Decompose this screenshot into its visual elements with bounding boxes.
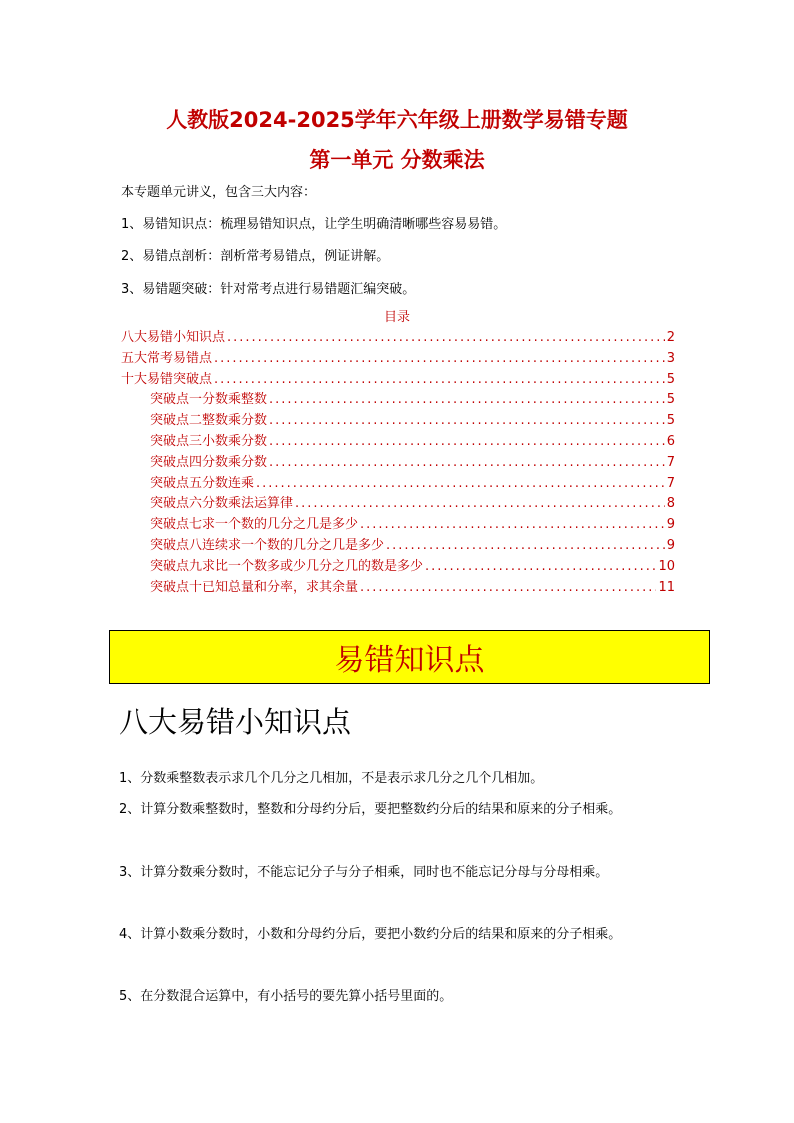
toc-entry-label: 突破点一分数乘整数 bbox=[150, 392, 268, 408]
toc-leader-dots bbox=[214, 351, 665, 366]
toc-subentry[interactable] bbox=[121, 534, 675, 555]
toc-subentry[interactable] bbox=[121, 451, 675, 472]
toc-subentry[interactable] bbox=[121, 388, 675, 409]
toc-entry-page: 3 bbox=[666, 350, 675, 366]
toc-subentry[interactable] bbox=[121, 576, 675, 597]
toc-leader-dots bbox=[360, 517, 665, 532]
toc-entry-page: 6 bbox=[666, 433, 675, 449]
toc-subentry[interactable] bbox=[121, 513, 675, 534]
toc-leader-dots bbox=[295, 496, 665, 511]
section-banner-text: 易错知识点 bbox=[334, 643, 485, 678]
knowledge-point: 1、分数乘整数表示求几个几分之几相加，不是表示求几分之几个几相加。 bbox=[119, 771, 544, 786]
intro-item-1: 1、易错知识点：梳理易错知识点，让学生明确清晰哪些容易易错。 bbox=[121, 217, 507, 232]
toc-entry-label: 突破点九求比一个数多或少几分之几的数是多少 bbox=[150, 558, 424, 574]
toc-entry-label: 突破点八连续求一个数的几分之几是多少 bbox=[150, 537, 385, 553]
toc-entry[interactable] bbox=[121, 326, 675, 347]
toc-entry-page: 9 bbox=[666, 517, 675, 533]
toc-entry-page: 10 bbox=[658, 558, 675, 574]
intro-item-2: 2、易错点剖析：剖析常考易错点，例证讲解。 bbox=[121, 249, 390, 264]
toc-subentry[interactable] bbox=[121, 555, 675, 576]
toc-leader-dots bbox=[360, 580, 656, 595]
toc-entry-page: 7 bbox=[666, 475, 675, 491]
toc-entry[interactable] bbox=[121, 347, 675, 368]
toc-entry[interactable] bbox=[121, 368, 675, 389]
section-banner bbox=[109, 630, 710, 684]
intro-lead: 本专题单元讲义，包含三大内容： bbox=[121, 185, 317, 200]
toc-entry-page: 5 bbox=[666, 392, 675, 408]
document-title: 人教版2024-2025学年六年级上册数学易错专题 bbox=[166, 108, 628, 132]
toc-leader-dots bbox=[227, 330, 665, 345]
toc-entry-label: 突破点三小数乘分数 bbox=[150, 433, 268, 449]
knowledge-point: 4、计算小数乘分数时，小数和分母约分后，要把小数约分后的结果和原来的分子相乘。 bbox=[119, 927, 622, 942]
toc-entry-label: 突破点五分数连乘 bbox=[150, 475, 255, 491]
toc-entry-label: 八大易错小知识点 bbox=[121, 330, 226, 345]
toc-entry-page: 9 bbox=[666, 537, 675, 553]
toc-leader-dots bbox=[256, 476, 665, 491]
knowledge-point: 5、在分数混合运算中，有小括号的要先算小括号里面的。 bbox=[119, 989, 453, 1004]
knowledge-point: 3、计算分数乘分数时，不能忘记分子与分子相乘，同时也不能忘记分母与分母相乘。 bbox=[119, 865, 609, 880]
toc-entry-label: 十大易错突破点 bbox=[121, 371, 213, 387]
toc-entry-page: 7 bbox=[666, 454, 675, 470]
toc-entry-page: 5 bbox=[666, 413, 675, 429]
toc-leader-dots bbox=[386, 538, 665, 553]
toc-subentry[interactable] bbox=[121, 472, 675, 493]
toc-entry-label: 突破点七求一个数的几分之几是多少 bbox=[150, 517, 359, 533]
toc-entry-page: 8 bbox=[666, 496, 675, 512]
toc-leader-dots bbox=[269, 413, 665, 428]
toc-entry-label: 突破点六分数乘法运算律 bbox=[150, 496, 294, 512]
toc-subentry[interactable] bbox=[121, 409, 675, 430]
section-heading: 八大易错小知识点 bbox=[119, 705, 352, 739]
toc-entry-page: 5 bbox=[666, 371, 675, 387]
knowledge-point: 2、计算分数乘整数时，整数和分母约分后，要把整数约分后的结果和原来的分子相乘。 bbox=[119, 802, 622, 817]
toc-entry-page: 2 bbox=[666, 330, 675, 345]
toc-heading: 目录 bbox=[383, 310, 410, 325]
toc-leader-dots bbox=[269, 434, 665, 449]
toc-leader-dots bbox=[425, 559, 656, 574]
toc-entry-label: 突破点十已知总量和分率，求其余量 bbox=[150, 579, 359, 595]
toc-leader-dots bbox=[214, 372, 665, 387]
toc-subentry[interactable] bbox=[121, 430, 675, 451]
toc-leader-dots bbox=[269, 392, 665, 407]
intro-item-3: 3、易错题突破：针对常考点进行易错题汇编突破。 bbox=[121, 282, 416, 297]
unit-title: 第一单元 分数乘法 bbox=[309, 148, 485, 172]
toc-entry-label: 五大常考易错点 bbox=[121, 350, 213, 366]
toc-entry-label: 突破点二整数乘分数 bbox=[150, 413, 268, 429]
toc-leader-dots bbox=[269, 455, 665, 470]
toc-entry-page: 11 bbox=[658, 579, 675, 595]
toc-subentry[interactable] bbox=[121, 492, 675, 513]
table-of-contents bbox=[121, 326, 675, 596]
toc-entry-label: 突破点四分数乘分数 bbox=[150, 454, 268, 470]
